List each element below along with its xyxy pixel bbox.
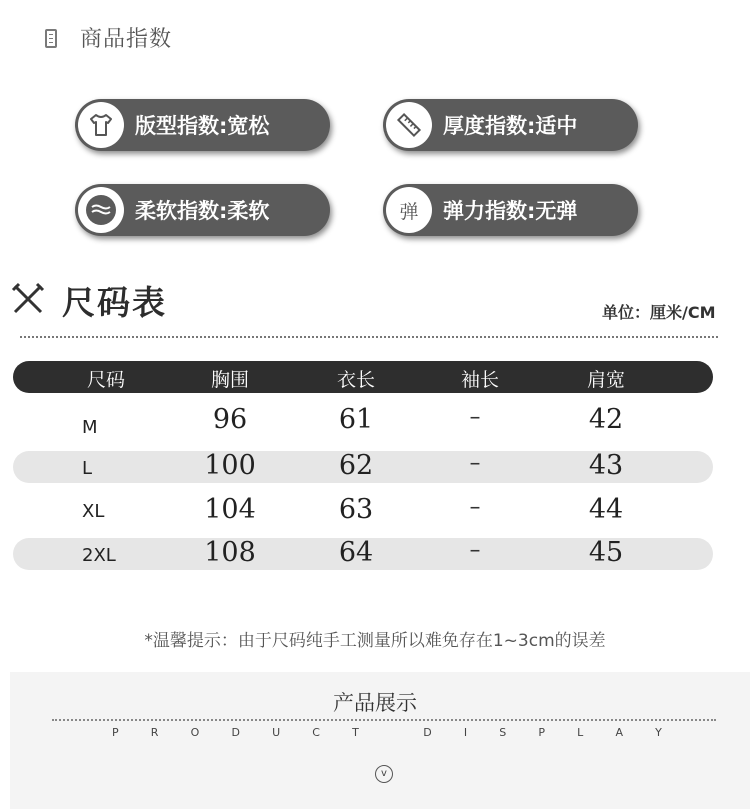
header-sleeve: 袖长 (460, 369, 499, 391)
measurement-note: *温馨提示：由于尺码纯手工测量所以难免存在1~3cm的误差 (144, 631, 606, 651)
product-display-subtitle: P R O D U C T D I S P L A Y (112, 726, 662, 739)
ruler-icon (386, 102, 432, 148)
thickness-index-pill (383, 99, 638, 151)
chevron-down-icon[interactable]: v (375, 765, 393, 783)
elastic-icon: 弹 (386, 187, 432, 233)
elasticity-index-label: 弹力指数:无弹 (443, 199, 578, 223)
waves-icon (78, 187, 124, 233)
elasticity-index-pill (383, 184, 638, 236)
softness-index-label: 柔软指数:柔软 (135, 199, 270, 223)
fit-index-pill (75, 99, 330, 151)
header-chest: 胸围 (210, 369, 249, 391)
header-size: 尺码 (86, 369, 125, 391)
header-shoulder: 肩宽 (586, 369, 625, 391)
thickness-index-label: 厚度指数:适中 (443, 114, 578, 138)
divider (20, 336, 718, 338)
header-length: 衣长 (336, 369, 375, 391)
index-section-title: 商品指数 (80, 27, 173, 52)
table-header (13, 361, 713, 393)
size-chart-title: 尺码表 (62, 283, 167, 322)
cross-tools-icon (10, 281, 46, 323)
fit-index-label: 版型指数:宽松 (135, 114, 270, 138)
document-icon (45, 29, 57, 48)
product-display-title: 产品展示 (333, 691, 417, 715)
unit-label: 单位：厘米/CM (602, 303, 716, 322)
softness-index-pill (75, 184, 330, 236)
footer-divider (52, 719, 716, 721)
shirt-icon (78, 102, 124, 148)
